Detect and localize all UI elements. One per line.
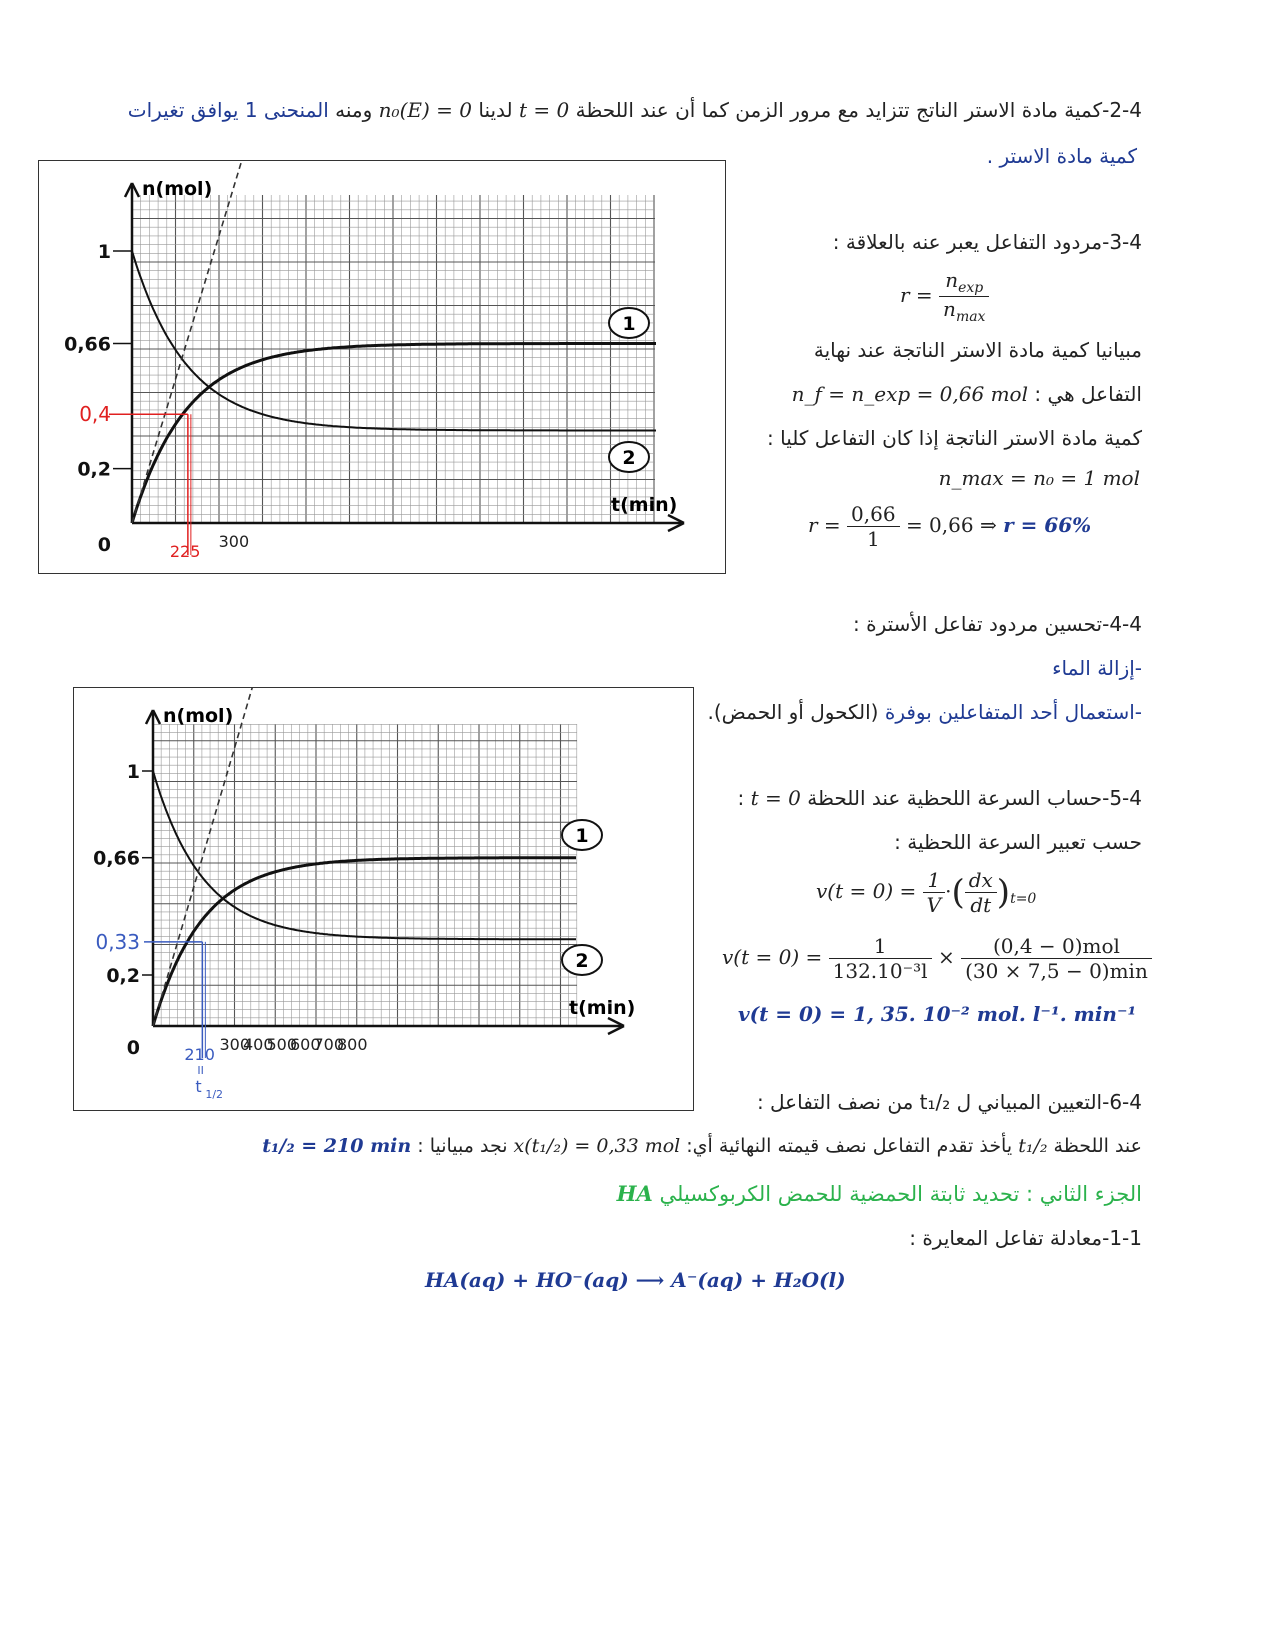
titration-reaction: HA(aq) + HO⁻(aq) ⟶ A⁻(aq) + H₂O(l) <box>425 1268 846 1292</box>
text: يأخذ تقدم التفاعل نصف قيمته النهائية أي: <box>686 1135 1013 1157</box>
section-3-4-line1: مبيانيا كمية مادة الاستر الناتجة عند نهاية <box>813 338 1142 362</box>
fraction <box>961 934 1152 983</box>
text: = 0,66 ⇒ <box>905 513 997 537</box>
section-6-4-line1 <box>262 1132 1142 1160</box>
text: (الكحول أو الحمض). <box>707 700 879 724</box>
grid <box>132 195 655 523</box>
y-tick-label: 0,66 <box>93 847 140 870</box>
num: (0,4 − 0)mol <box>961 934 1152 959</box>
num: 1 <box>923 868 945 893</box>
sub: t=0 <box>1010 891 1037 907</box>
math-x: x(t₁/₂) = 0,33 mol <box>513 1135 681 1157</box>
fraction <box>829 934 932 983</box>
den: 132.10⁻³l <box>832 959 928 983</box>
text: 5-4-حساب السرعة اللحظية عند اللحظة <box>807 786 1142 810</box>
graph-1 <box>38 160 726 574</box>
section-4-4-b <box>708 698 1143 726</box>
math-r: r = <box>900 283 933 307</box>
question-1-1: 1-1-معادلة تفاعل المعايرة : <box>909 1226 1142 1250</box>
section-6-4-title: 6-4-التعيين المبياني ل t₁/₂ من نصف التفاعل : <box>756 1090 1142 1114</box>
x-axis-label: t(min) <box>569 997 636 1019</box>
graph-1-svg <box>39 161 725 573</box>
num: dx <box>965 868 997 893</box>
marker-x-label: 225 <box>169 542 201 561</box>
section-3-4-line3: كمية مادة الاستر الناتجة إذا كان التفاعل كليا : <box>767 426 1142 450</box>
x-tick-label: 600 <box>290 1035 321 1054</box>
lhs: v(t = 0) = <box>722 945 823 969</box>
den: dt <box>970 893 992 917</box>
num: 1 <box>829 934 932 959</box>
text: لدينا <box>478 98 513 122</box>
fraction <box>965 868 997 917</box>
curve-1 <box>153 858 576 1026</box>
math-t12: t₁/₂ <box>1018 1135 1048 1157</box>
num: n <box>945 268 959 292</box>
velocity-result: v(t = 0) = 1, 35. 10⁻² mol. l⁻¹. min⁻¹ <box>738 1002 1137 1026</box>
den-sub: max <box>955 309 986 325</box>
y-tick-label: 0,2 <box>106 965 140 987</box>
y-tick-label: 0 <box>97 534 111 556</box>
section-2-4-line1 <box>128 96 1142 124</box>
yield-formula <box>900 268 989 325</box>
y-tick-label: 1 <box>97 241 111 263</box>
math-nmax: n_max = n₀ = 1 mol <box>938 466 1140 490</box>
x-tick-label: 500 <box>266 1035 298 1054</box>
tangent-line <box>132 161 277 523</box>
velocity-numeric <box>722 934 1152 983</box>
marker-t: t <box>195 1077 202 1096</box>
curve-label: 1 <box>575 825 589 847</box>
fraction <box>939 268 989 325</box>
y-axis-label: n(mol) <box>142 178 213 200</box>
math-ha: HA <box>616 1181 653 1206</box>
curve-label: 1 <box>622 313 636 335</box>
part-2-title <box>617 1180 1142 1208</box>
text: : <box>737 786 745 810</box>
text: نجد مبيانيا : <box>417 1135 508 1157</box>
times: × <box>937 945 955 969</box>
math-r: r = <box>808 513 841 537</box>
section-2-4-line2: كمية مادة الاستر . <box>986 144 1137 168</box>
text-blue: المنحنى 1 يوافق تغيرات <box>127 98 329 122</box>
x-axis-label: t(min) <box>611 494 678 516</box>
graph-2-svg <box>74 688 693 1110</box>
text: 2-4-كمية مادة الاستر الناتج تتزايد مع مرور الزمن كما أن عند اللحظة <box>575 98 1142 122</box>
y-axis-label: n(mol) <box>163 705 234 727</box>
math-t0: t = 0 <box>750 786 801 810</box>
x-tick-label: 400 <box>243 1035 274 1054</box>
text-blue: -استعمال أحد المتفاعلين بوفرة <box>884 700 1142 724</box>
grid <box>153 724 577 1026</box>
math-nf: n_f = n_exp = 0,66 mol <box>791 382 1028 406</box>
den: n <box>943 297 956 321</box>
den: (30 × 7,5 − 0)min <box>965 959 1148 983</box>
num-sub: exp <box>958 280 984 296</box>
y-tick-label: 0 <box>126 1037 140 1059</box>
yield-result <box>808 502 1091 551</box>
den: V <box>926 893 942 917</box>
result: r = 66% <box>1003 513 1092 537</box>
marker-eq: II <box>197 1064 204 1077</box>
y-tick-label: 0,33 <box>95 929 140 954</box>
section-5-4-title <box>738 784 1142 812</box>
fraction <box>923 868 945 917</box>
num: 0,66 <box>847 502 900 527</box>
math-t0: t = 0 <box>519 98 570 122</box>
math-n0: n₀(E) = 0 <box>378 98 472 122</box>
section-4-4-a: -إزالة الماء <box>1052 656 1142 680</box>
lhs: v(t = 0) = <box>816 879 917 903</box>
marker-t-sub: 1/2 <box>205 1088 224 1101</box>
velocity-formula: v(t = 0) = $\frac{1}{V}$ ·( $\frac{dx}{dt}$ )$_{t=0}$ <box>816 868 1037 917</box>
den: 1 <box>866 527 880 551</box>
section-3-4-line2 <box>792 380 1142 408</box>
curve-2 <box>153 771 576 939</box>
x-tick-label: 800 <box>337 1035 368 1054</box>
text: التفاعل هي : <box>1034 382 1142 406</box>
x-tick-label: 300 <box>218 532 250 551</box>
text: عند اللحظة <box>1053 1135 1142 1157</box>
y-tick-label: 0,2 <box>77 458 111 481</box>
x-tick-label: 700 <box>313 1035 345 1054</box>
section-4-4-title: 4-4-تحسين مردود تفاعل الأسترة : <box>853 612 1142 636</box>
marker-x-label: 210 <box>184 1045 215 1064</box>
graph-2 <box>73 687 694 1111</box>
curve-label: 2 <box>575 950 589 972</box>
y-tick-label: 0,66 <box>64 333 111 356</box>
x-tick-label: 300 <box>219 1035 251 1054</box>
result: t₁/₂ = 210 min <box>262 1135 412 1157</box>
y-tick-label: 1 <box>126 761 140 783</box>
text: الجزء الثاني : تحديد ثابتة الحمضية للحمض الكربوكسيلي <box>659 1182 1142 1206</box>
fraction <box>847 502 900 551</box>
y-tick-label: 0,4 <box>79 402 111 427</box>
section-3-4-title: 3-4-مردود التفاعل يعبر عنه بالعلاقة : <box>832 230 1142 254</box>
section-5-4-line1: حسب تعبير السرعة اللحظية : <box>894 830 1142 854</box>
curve-label: 2 <box>622 447 636 469</box>
text: ومنه <box>335 98 373 122</box>
